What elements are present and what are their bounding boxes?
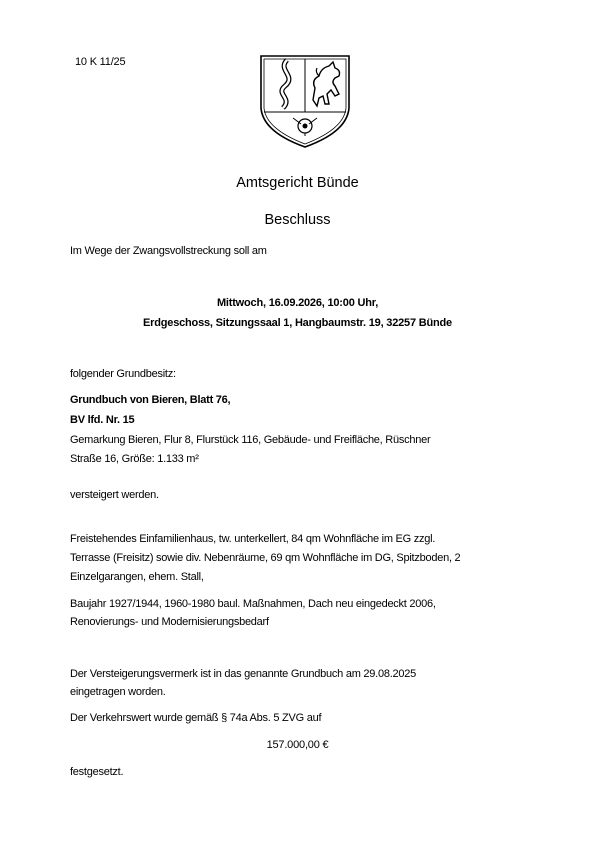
closing-text: festgesetzt. <box>70 766 124 778</box>
coat-of-arms-icon <box>257 50 353 150</box>
parcel-description-line: Straße 16, Größe: 1.133 m² <box>70 453 199 465</box>
intro-text: Im Wege der Zwangsvollstreckung soll am <box>70 245 267 257</box>
property-description-line: Freistehendes Einfamilienhaus, tw. unterkellert, 84 qm Wohnfläche im EG zzgl. <box>70 533 436 545</box>
land-register-number: BV lfd. Nr. 15 <box>70 414 135 426</box>
land-register-line: Grundbuch von Bieren, Blatt 76, <box>70 394 231 406</box>
registration-line: Der Versteigerungsvermerk ist in das genannte Grundbuch am 29.08.2025 <box>70 668 416 680</box>
construction-line: Baujahr 1927/1944, 1960-1980 baul. Maßnahmen, Dach neu eingedeckt 2006, <box>70 598 436 610</box>
property-label: folgender Grundbesitz: <box>70 368 176 380</box>
document-title: Beschluss <box>264 212 331 228</box>
auction-clause: versteigert werden. <box>70 489 159 501</box>
valuation-intro: Der Verkehrswert wurde gemäß § 74a Abs. 5 ZVG auf <box>70 712 322 724</box>
appointment-datetime: Mittwoch, 16.09.2026, 10:00 Uhr, <box>216 297 379 309</box>
appointment-location: Erdgeschoss, Sitzungssaal 1, Hangbaumstr. 19, 32257 Bünde <box>143 317 452 329</box>
court-name: Amtsgericht Bünde <box>236 175 359 191</box>
market-value: 157.000,00 € <box>266 739 329 751</box>
construction-line: Renovierungs- und Modernisierungsbedarf <box>70 616 269 628</box>
registration-line: eingetragen worden. <box>70 686 166 698</box>
property-description-line: Terrasse (Freisitz) sowie div. Nebenräume, 69 qm Wohnfläche im DG, Spitzboden, 2 <box>70 552 461 564</box>
parcel-description-line: Gemarkung Bieren, Flur 8, Flurstück 116, Gebäude- und Freifläche, Rüschner <box>70 434 431 446</box>
property-description-line: Einzelgarangen, ehem. Stall, <box>70 571 204 583</box>
case-reference: 10 K 11/25 <box>75 56 126 68</box>
